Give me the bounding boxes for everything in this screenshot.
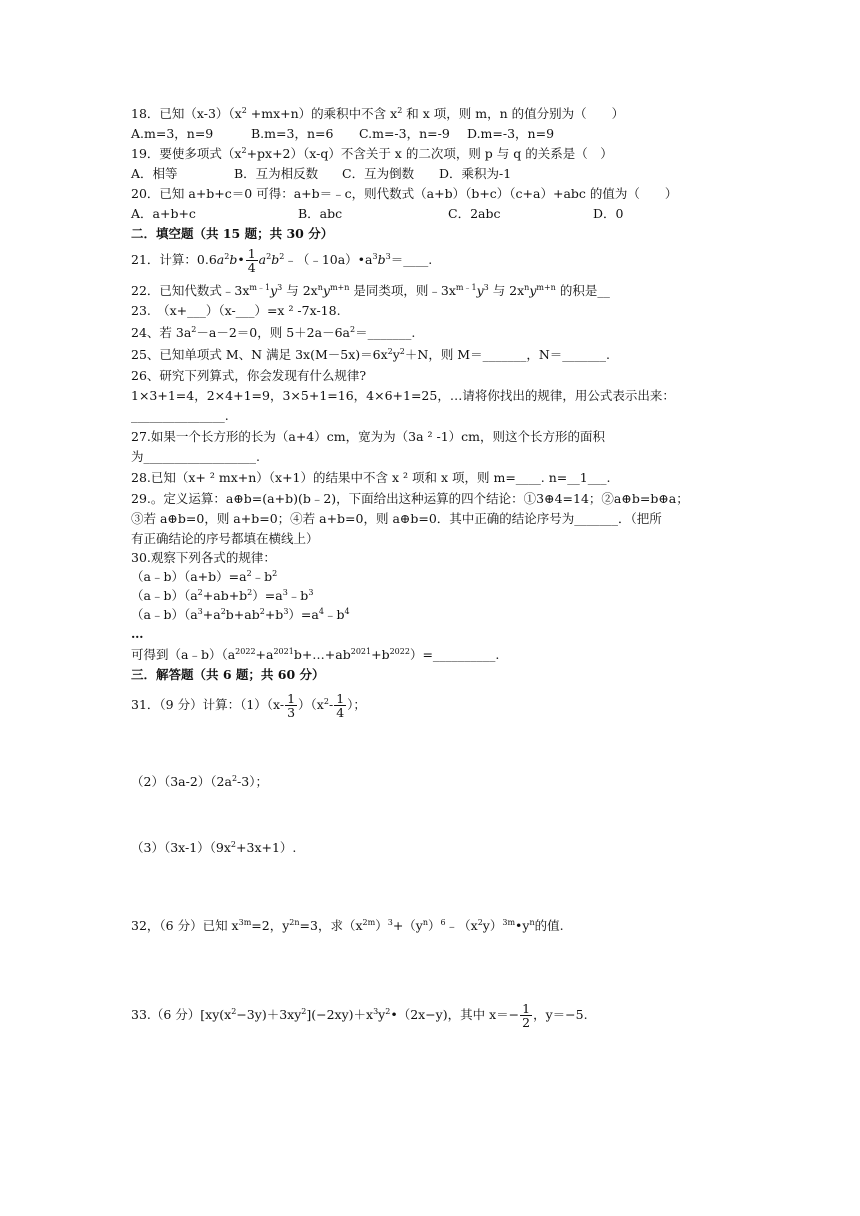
q27-stem: 27.如果一个长方形的长为（a+4）cm，宽为为（3a ² -1）cm，则这个长方形的面积 xyxy=(131,429,606,444)
q20-options xyxy=(131,204,623,224)
q25: 25、已知单项式 M、N 满足 $3x(M-5x)=6x^2y^2+N$，则 M＝_______，N＝_______. xyxy=(131,347,610,362)
section-solve-heading: 三．解答题（共 6 题；共 60 分） xyxy=(131,667,325,682)
q31-part3: $(3)(3x-1)(9x^2+3x+1)$. xyxy=(131,840,297,855)
q30-result: 可得到$(a﹣b)(a^{2022}+a^{2021}b+\dots+ab^{2021}+b^{2022})=\_\_\_\_\_\_\_\_\_\_$. xyxy=(131,647,500,662)
q30-heading: 30.观察下列各式的规律： xyxy=(131,550,276,565)
q30-ellipsis: … xyxy=(131,626,144,641)
q26-examples: 1×3+1=4，2×4+1=9，3×5+1=16，4×6+1=25，…请将你找出的规律，用公式表示出来： xyxy=(131,388,675,403)
q23: 23. （x+___）（x-___）=x ² -7x-18. xyxy=(131,303,341,318)
q18-stem: 18．已知$(x-3)(x^2 +mx+n)$的乘积中不含 $x^2$ 和 x 项，则 m，n 的值分别为（ ） xyxy=(131,106,625,121)
q18-option-a: A.m=3，n=9 xyxy=(131,126,214,141)
q31-fraction-quarter: $\frac{1}{4}$ xyxy=(336,691,345,720)
q20-stem: 20．已知 a+b+c＝0 可得：a+b＝﹣c，则代数式（a+b）（b+c）（c+a）+abc 的值为（ ） xyxy=(131,186,678,201)
q18-options xyxy=(131,124,554,144)
q33: 33.（6 分）$[xy(x^2-3y)+3xy^2](-2xy)+x^3y^2•(2x-y)$，其中 x＝− $\frac{1}{2}$ ，y＝−5. xyxy=(131,1001,588,1030)
q27-answer: 为__________________. xyxy=(131,449,260,464)
q19-option-b: B．互为相反数 xyxy=(234,166,319,181)
q19-stem: 19．要使多项式$(x^2+px+2)(x-q)$不含关于 x 的二次项，则 p 与 q 的关系是（ ） xyxy=(131,146,613,161)
q21: 21．计算：$0.6a^2b•$ $\frac{1}{4}$ $a^2b^2﹣(﹣10a)•a^3b^3=\_\_\_\_$. xyxy=(131,246,433,275)
q31-part1: 31．（9 分）计算：（1）（x- $\frac{1}{3}$ ）（$x^2-$ $\frac{1}{4}$ ）； xyxy=(131,691,366,720)
q18-option-c: C.m=-3，n=-9 xyxy=(359,126,450,141)
q30-line1: $(a﹣b)(a+b)=a^2﹣b^2$ xyxy=(131,569,278,584)
q30-line2: $(a﹣b)(a^2+ab+b^2)=a^3﹣b^3$ xyxy=(131,588,314,603)
q31-part2: $(2)(3a-2)(2a^2-3)$； xyxy=(131,774,268,789)
q19-option-c: C．互为倒数 xyxy=(342,166,415,181)
q20-option-c: C．2abc xyxy=(448,206,501,221)
q18-option-b: B.m=3，n=6 xyxy=(251,126,334,141)
q19-option-a: A．相等 xyxy=(131,166,178,181)
q29-line3: 有正确结论的序号都填在横线上） xyxy=(131,531,319,546)
q33-fraction-half: $\frac{1}{2}$ xyxy=(522,1001,531,1030)
q19-options xyxy=(131,164,511,184)
q26-answer-blank: _______________. xyxy=(131,408,229,423)
q19-option-d: D．乘积为-1 xyxy=(439,166,512,181)
q29-line1: 29.。定义运算：a⊕b=(a+b)(b﹣2)，下面给出这种运算的四个结论：①3⊕4=14；②a⊕b=b⊕a； xyxy=(131,491,689,506)
q24: 24、若 $3a^2-a-2=0$，则 $5+2a-6a^2=\_\_\_\_\_\_\_$. xyxy=(131,325,416,340)
q32: 32，（6 分）已知 $x^{3m}=2$，$y^{2n}=3$，求$(x^{2m})^3+(y^n)^6﹣(x^2y)^{3m}•y^n$的值. xyxy=(131,918,564,933)
q20-option-b: B．abc xyxy=(298,206,343,221)
q28: 28.已知（x+ ² mx+n）（x+1）的结果中不含 x ² 项和 x 项，则 m=____. n=__1___. xyxy=(131,470,611,485)
q26-stem: 26、研究下列算式，你会发现有什么规律? xyxy=(131,368,367,383)
q31-fraction-third: $\frac{1}{3}$ xyxy=(287,691,296,720)
q21-fraction: $\frac{1}{4}$ xyxy=(247,246,256,275)
q22: 22．已知代数式$﹣3x^{m﹣1}y^3$ 与 $2x^ny^{m+n}$ 是同类项，则$﹣3x^{m﹣1}y^3$ 与 $2x^ny^{m+n}$ 的积是__ xyxy=(131,283,610,298)
q20-option-a: A．a+b+c xyxy=(131,206,196,221)
q18-option-d: D.m=-3，n=9 xyxy=(467,126,555,141)
q30-line3: $(a﹣b)(a^3+a^2b+ab^2+b^3)=a^4﹣b^4$ xyxy=(131,607,350,622)
section-fill-in-heading: 二．填空题（共 15 题；共 30 分） xyxy=(131,226,334,241)
q20-option-d: D．0 xyxy=(593,206,624,221)
q29-line2: ③若 a⊕b=0，则 a+b=0；④若 a+b=0，则 a⊕b=0．其中正确的结论序号为_______．（把所 xyxy=(131,511,662,526)
